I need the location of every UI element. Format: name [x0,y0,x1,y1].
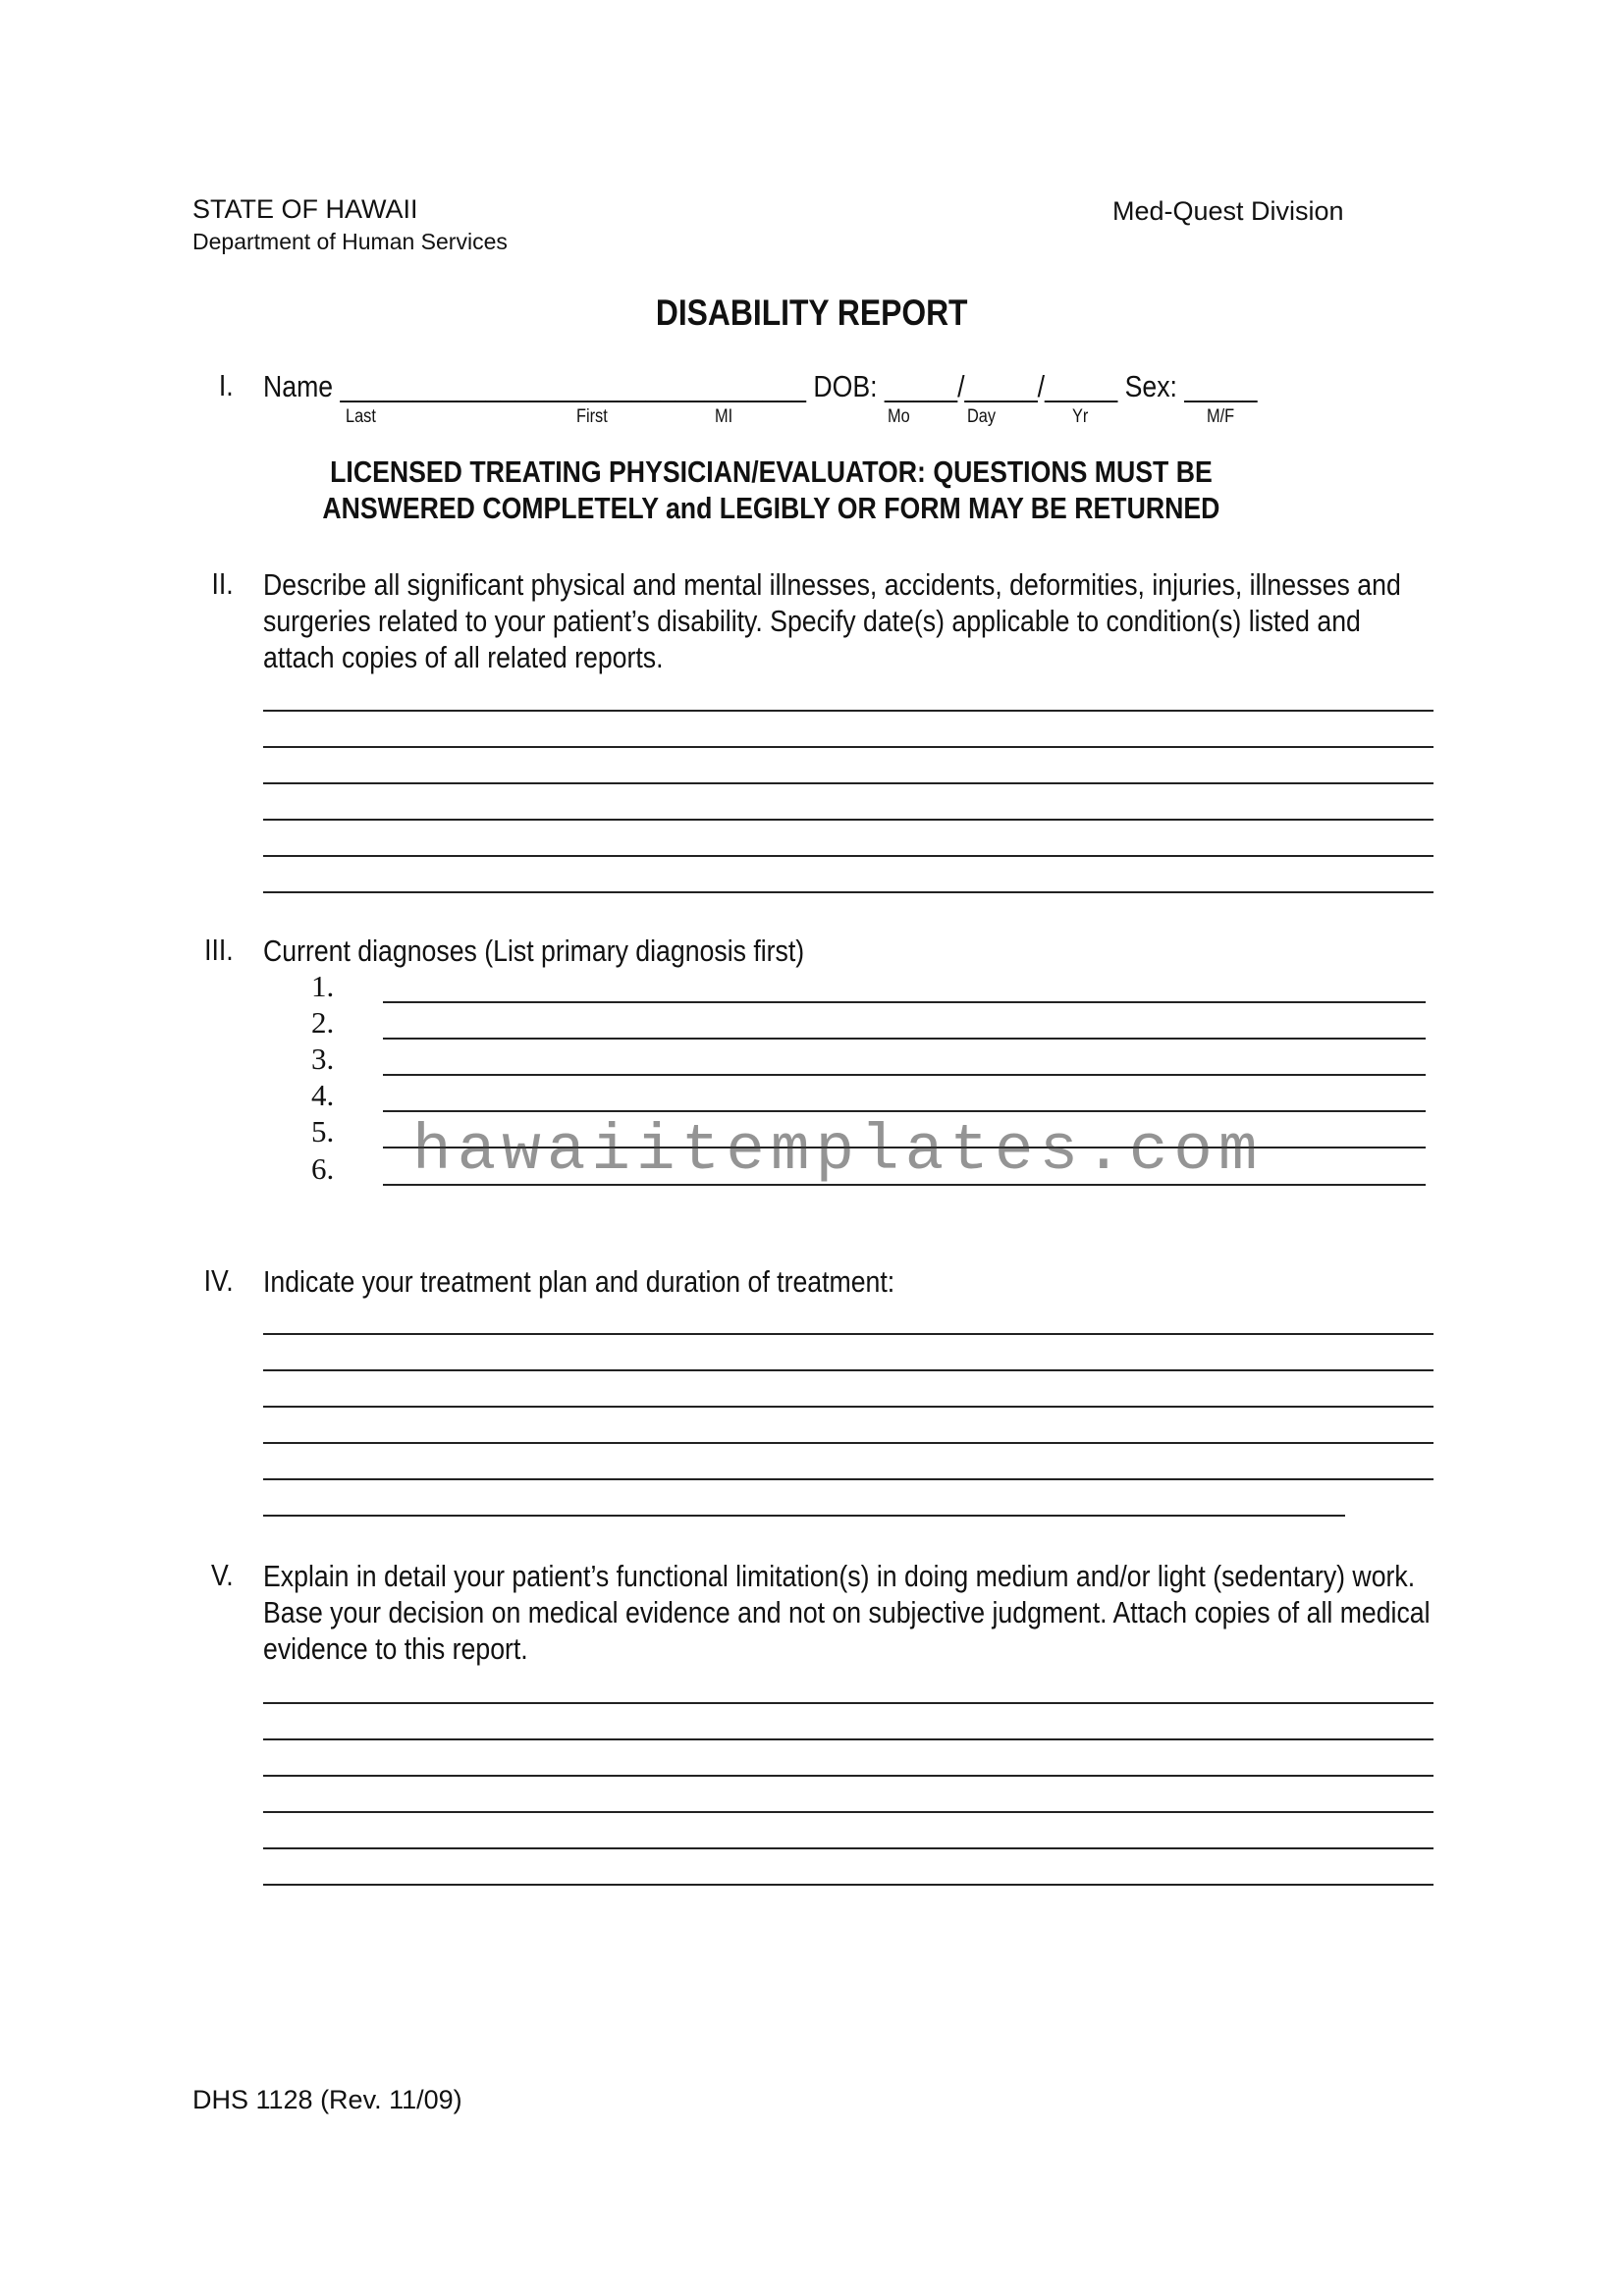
state-name: STATE OF HAWAII [192,194,418,224]
section-4-text: Indicate your treatment plan and duration of treatment: [263,1264,895,1299]
answer-line[interactable] [263,1515,1345,1517]
watermark: hawaiitemplates.com [412,1114,1264,1188]
label-day: Day [967,406,997,427]
answer-line[interactable] [263,1702,1434,1704]
diagnosis-line[interactable] [383,1074,1426,1076]
diagnosis-line[interactable] [383,1001,1426,1003]
diagnosis-number: 4. [311,1078,335,1112]
section-2-line-3: attach copies of all related reports. [263,640,664,674]
label-yr: Yr [1072,406,1089,427]
answer-line[interactable] [263,1442,1434,1444]
label-mi: MI [715,406,733,427]
answer-line[interactable] [263,782,1434,784]
answer-line[interactable] [263,819,1434,821]
section-3-numeral: III. [204,933,234,967]
label-first: First [576,406,608,427]
section-5-line-2: Base your decision on medical evidence and not on subjective judgment. Attach copies of all medical [263,1595,1431,1629]
warning-line-2: ANSWERED COMPLETELY and LEGIBLY OR FORM MAY BE RETURNED [322,491,1219,525]
section-1-numeral: I. [218,368,234,402]
answer-line[interactable] [263,746,1434,748]
answer-line[interactable] [263,1775,1434,1777]
page-title: DISABILITY REPORT [655,293,968,333]
division-name: Med-Quest Division [1112,196,1344,226]
warning-line-1: LICENSED TREATING PHYSICIAN/EVALUATOR: QUESTIONS MUST BE [329,454,1213,489]
diagnosis-number: 2. [311,1005,335,1040]
answer-line[interactable] [263,855,1434,857]
form-id: DHS 1128 (Rev. 11/09) [192,2085,462,2114]
diagnosis-line[interactable] [383,1110,1426,1112]
section-4-numeral: IV. [203,1263,234,1298]
answer-line[interactable] [263,1369,1434,1371]
section-5-line-3: evidence to this report. [263,1631,528,1666]
diagnosis-number: 5. [311,1114,335,1148]
section-2-numeral: II. [211,566,234,601]
answer-line[interactable] [263,710,1434,712]
answer-line[interactable] [263,1847,1434,1849]
answer-line[interactable] [263,891,1434,893]
diagnosis-number: 3. [311,1041,335,1076]
name-dob-sex-line: Name ________________________________ DOB: _____/_____/_____ Sex: _____ [263,369,1258,403]
section-5-numeral: V. [210,1558,234,1592]
section-3-text: Current diagnoses (List primary diagnosis first) [263,934,805,968]
diagnosis-line[interactable] [383,1038,1426,1040]
label-last: Last [346,406,376,427]
answer-line[interactable] [263,1478,1434,1480]
section-2-line-1: Describe all significant physical and mental illnesses, accidents, deformities, injuries, illnesses and [263,567,1401,602]
answer-line[interactable] [263,1738,1434,1740]
label-mo: Mo [888,406,910,427]
answer-line[interactable] [263,1406,1434,1408]
diagnosis-number: 6. [311,1151,335,1186]
section-2-line-2: surgeries related to your patient’s disability. Specify date(s) applicable to condition(s) listed and [263,604,1361,638]
answer-line[interactable] [263,1333,1434,1335]
answer-line[interactable] [263,1884,1434,1886]
answer-line[interactable] [263,1811,1434,1813]
label-mf: M/F [1207,406,1235,427]
diagnosis-number: 1. [311,969,335,1003]
department-name: Department of Human Services [192,229,508,254]
section-5-line-1: Explain in detail your patient’s functional limitation(s) in doing medium and/or light (sedentary) work. [263,1559,1416,1593]
